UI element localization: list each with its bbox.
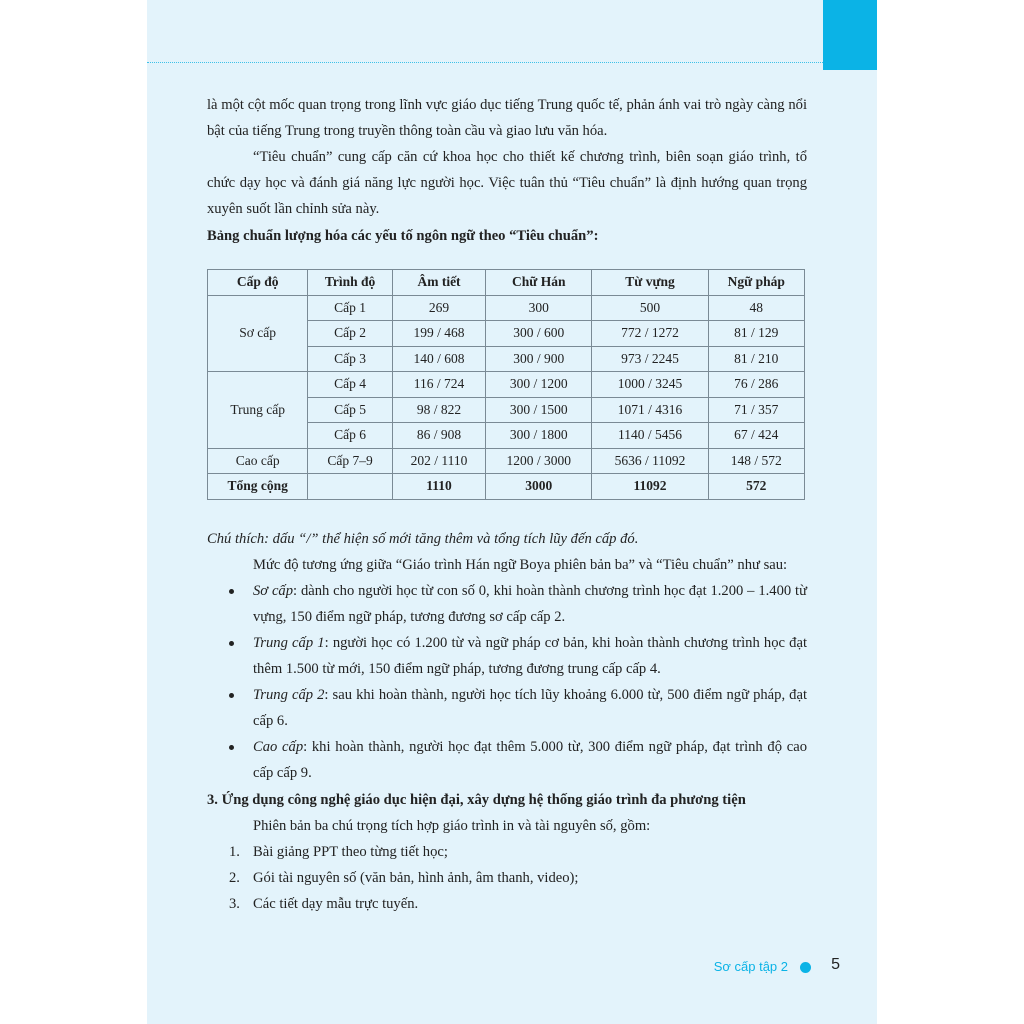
standard-table (207, 269, 805, 500)
item-text: Gói tài nguyên số (văn bản, hình ảnh, âm thanh, video); (253, 869, 579, 886)
grammar-cell: 76 / 286 (708, 372, 804, 398)
corner-tab (823, 0, 877, 70)
syllable-cell: 202 / 1110 (392, 448, 485, 474)
level-cell: Cấp 6 (308, 423, 393, 449)
list-item (207, 682, 807, 734)
character-cell: 300 / 1500 (486, 397, 592, 423)
character-cell: 300 / 900 (486, 346, 592, 372)
level-description: : khi hoàn thành, người học đạt thêm 5.000 từ, 300 điểm ngữ pháp, đạt trình độ cao cấp cấp 9. (253, 738, 807, 781)
bullet-dot-icon (229, 693, 234, 698)
vocabulary-cell: 1140 / 5456 (592, 423, 708, 449)
total-grammar-cell: 572 (708, 474, 804, 500)
correspondence-intro: Mức độ tương ứng giữa “Giáo trình Hán ngữ Boya phiên bản ba” và “Tiêu chuẩn” như sau: (253, 556, 788, 573)
table-row (208, 372, 805, 398)
paragraph-standard: “Tiêu chuẩn” cung cấp căn cứ khoa học cho thiết kế chương trình, biên soạn giáo trình, tổ chức dạy học và đánh giá năng lực người học. Việc tuân thủ “Tiêu chuẩn” là định hướng quan trọng xuyên suốt lần chỉnh sửa này. (207, 149, 807, 217)
footer-dot-icon (800, 962, 811, 973)
header-tu-vung: Từ vựng (592, 270, 708, 296)
table-title: Bảng chuẩn lượng hóa các yếu tố ngôn ngữ theo “Tiêu chuẩn”: (207, 228, 599, 244)
grammar-cell: 81 / 210 (708, 346, 804, 372)
table-row (208, 448, 805, 474)
group-cell: Sơ cấp (208, 295, 308, 372)
level-description: : người học có 1.200 từ và ngữ pháp cơ bản, khi hoàn thành chương trình học đạt thêm 1.500 từ mới, 150 điểm ngữ pháp, tương đương trung cấp cấp 4. (253, 634, 807, 677)
item-text: Bài giảng PPT theo từng tiết học; (253, 843, 448, 860)
character-cell: 300 / 1800 (486, 423, 592, 449)
level-cell: Cấp 3 (308, 346, 393, 372)
list-item (207, 630, 807, 682)
bullet-dot-icon (229, 745, 234, 750)
grammar-cell: 148 / 572 (708, 448, 804, 474)
vocabulary-cell: 772 / 1272 (592, 321, 708, 347)
level-description: : sau khi hoàn thành, người học tích lũy khoảng 6.000 từ, 500 điểm ngữ pháp, đạt cấp 6. (253, 686, 808, 729)
level-cell: Cấp 2 (308, 321, 393, 347)
page-number: 5 (831, 956, 840, 973)
level-name: Sơ cấp (253, 582, 294, 599)
list-item (207, 839, 807, 865)
section-3-heading: 3. Ứng dụng công nghệ giáo dục hiện đại, xây dựng hệ thống giáo trình đa phương tiện (207, 791, 746, 808)
group-cell: Trung cấp (208, 372, 308, 449)
character-cell: 300 / 1200 (486, 372, 592, 398)
grammar-cell: 81 / 129 (708, 321, 804, 347)
character-cell: 1200 / 3000 (486, 448, 592, 474)
grammar-cell: 48 (708, 295, 804, 321)
total-syllable-cell: 1110 (392, 474, 485, 500)
syllable-cell: 98 / 822 (392, 397, 485, 423)
list-item (207, 865, 807, 891)
grammar-cell: 67 / 424 (708, 423, 804, 449)
paragraph-intro: là một cột mốc quan trọng trong lĩnh vực giáo dục tiếng Trung quốc tế, phản ánh vai trò ngày càng nổi bật của tiếng Trung trong truyền thông toàn cầu và giao lưu văn hóa. (207, 97, 807, 139)
vocabulary-cell: 1071 / 4316 (592, 397, 708, 423)
list-item (207, 891, 807, 917)
level-cell: Cấp 5 (308, 397, 393, 423)
page-content (207, 92, 807, 917)
table-header-row (208, 270, 805, 296)
table-note: Chú thích: dấu “/” thể hiện số mới tăng thêm và tổng tích lũy đến cấp đó. (207, 530, 639, 547)
header-am-tiet: Âm tiết (392, 270, 485, 296)
section-3-intro: Phiên bản ba chú trọng tích hợp giáo trình in và tài nguyên số, gồm: (253, 817, 651, 834)
character-cell: 300 / 600 (486, 321, 592, 347)
vocabulary-cell: 1000 / 3245 (592, 372, 708, 398)
level-description: : dành cho người học từ con số 0, khi hoàn thành chương trình học đạt 1.200 – 1.400 từ vựng, 150 điểm ngữ pháp, tương đương sơ cấp cấp 2. (253, 582, 808, 625)
level-name: Cao cấp (253, 738, 304, 755)
bullet-dot-icon (229, 641, 234, 646)
vocabulary-cell: 500 (592, 295, 708, 321)
vocabulary-cell: 973 / 2245 (592, 346, 708, 372)
total-label-cell: Tổng cộng (208, 474, 308, 500)
book-label: Sơ cấp tập 2 (713, 959, 788, 974)
page-footer (147, 955, 877, 979)
level-cell: Cấp 1 (308, 295, 393, 321)
header-cap-do: Cấp độ (208, 270, 308, 296)
list-item (207, 734, 807, 786)
table-total-row (208, 474, 805, 500)
item-number: 1. (229, 843, 240, 860)
table-row (208, 295, 805, 321)
header-dotted-rule (147, 62, 823, 63)
syllable-cell: 116 / 724 (392, 372, 485, 398)
grammar-cell: 71 / 357 (708, 397, 804, 423)
header-chu-han: Chữ Hán (486, 270, 592, 296)
total-empty-cell (308, 474, 393, 500)
total-character-cell: 3000 (486, 474, 592, 500)
item-number: 3. (229, 895, 240, 912)
group-cell: Cao cấp (208, 448, 308, 474)
syllable-cell: 199 / 468 (392, 321, 485, 347)
book-page (147, 0, 877, 1024)
vocabulary-cell: 5636 / 11092 (592, 448, 708, 474)
header-ngu-phap: Ngữ pháp (708, 270, 804, 296)
level-cell: Cấp 7–9 (308, 448, 393, 474)
level-list (207, 578, 807, 786)
item-text: Các tiết dạy mẫu trực tuyến. (253, 895, 419, 912)
bullet-dot-icon (229, 589, 234, 594)
total-vocabulary-cell: 11092 (592, 474, 708, 500)
list-item (207, 578, 807, 630)
level-cell: Cấp 4 (308, 372, 393, 398)
header-trinh-do: Trình độ (308, 270, 393, 296)
syllable-cell: 140 / 608 (392, 346, 485, 372)
resource-list (207, 839, 807, 917)
syllable-cell: 86 / 908 (392, 423, 485, 449)
syllable-cell: 269 (392, 295, 485, 321)
level-name: Trung cấp 1 (253, 634, 325, 651)
item-number: 2. (229, 869, 240, 886)
character-cell: 300 (486, 295, 592, 321)
level-name: Trung cấp 2 (253, 686, 325, 703)
